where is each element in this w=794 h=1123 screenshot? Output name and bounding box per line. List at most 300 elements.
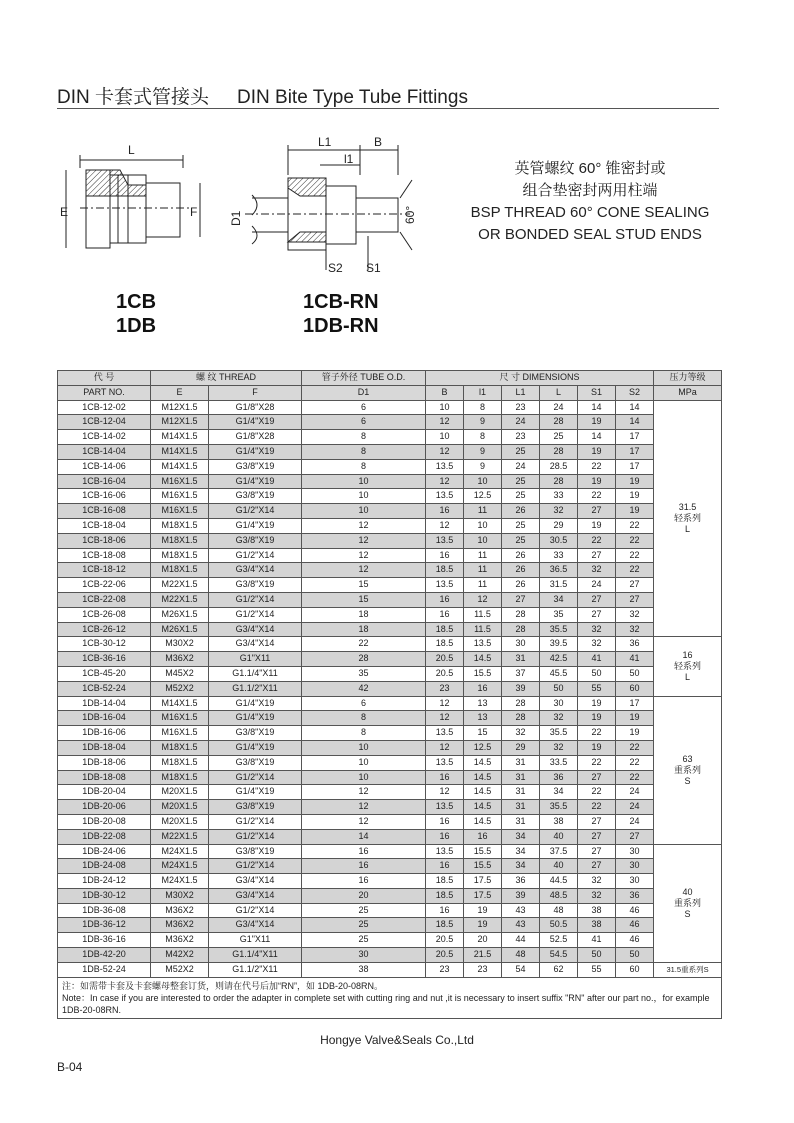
table-cell: 19 <box>578 444 616 459</box>
table-cell: 39.5 <box>540 637 578 652</box>
desc-line-2: 组合垫密封两用柱端 <box>522 182 658 199</box>
table-cell: 39 <box>502 888 540 903</box>
table-cell: 16 <box>426 859 464 874</box>
table-cell: M42X2 <box>151 948 209 963</box>
table-cell: 19 <box>616 504 654 519</box>
table-cell: 9 <box>464 459 502 474</box>
table-cell: G1/2"X14 <box>209 770 302 785</box>
table-cell: 22 <box>578 726 616 741</box>
page-number: B-04 <box>57 1060 83 1074</box>
table-cell: 46 <box>616 903 654 918</box>
table-cell: 32 <box>540 740 578 755</box>
table-cell: 1DB-16-04 <box>58 711 151 726</box>
table-cell: 10 <box>426 430 464 445</box>
table-cell: 1CB-16-08 <box>58 504 151 519</box>
table-cell: 22 <box>616 770 654 785</box>
table-cell: 22 <box>616 533 654 548</box>
pressure-cell <box>654 962 722 977</box>
table-cell: 19 <box>578 415 616 430</box>
table-cell: 19 <box>578 740 616 755</box>
table-cell: 12 <box>464 592 502 607</box>
table-cell: 1CB-22-08 <box>58 592 151 607</box>
table-cell: 28 <box>502 696 540 711</box>
table-cell: 22 <box>578 785 616 800</box>
table-row <box>58 948 722 963</box>
table-cell: 29 <box>502 740 540 755</box>
table-row <box>58 918 722 933</box>
col-pressure: 压力等级 <box>654 371 722 386</box>
table-cell: G1/2"X14 <box>209 592 302 607</box>
table-cell: 1DB-18-06 <box>58 755 151 770</box>
table-cell: 14.5 <box>464 814 502 829</box>
table-row <box>58 844 722 859</box>
table-cell: 22 <box>578 459 616 474</box>
table-cell: 41 <box>578 933 616 948</box>
table-cell: 1CB-14-04 <box>58 444 151 459</box>
table-cell: 19 <box>616 711 654 726</box>
table-cell: 1DB-30-12 <box>58 888 151 903</box>
table-cell: 44 <box>502 933 540 948</box>
table-cell: 25 <box>302 918 426 933</box>
note-cn: 注：如需带卡套及卡套螺母整套订货，则请在代号后加“RN”，如 1DB-20-08RN。 <box>62 980 384 991</box>
table-cell: 38 <box>540 814 578 829</box>
table-cell: G3/8"X19 <box>209 489 302 504</box>
table-cell: 25 <box>302 903 426 918</box>
table-cell: 14.5 <box>464 755 502 770</box>
table-cell: 14 <box>302 829 426 844</box>
table-cell: 8 <box>302 444 426 459</box>
table-cell: 32 <box>578 637 616 652</box>
table-row <box>58 681 722 696</box>
table-cell: 14 <box>616 400 654 415</box>
table-cell: 30 <box>616 844 654 859</box>
table-cell: 36 <box>502 874 540 889</box>
label-f: F <box>190 205 198 219</box>
table-cell: 10 <box>464 474 502 489</box>
table-cell: G1/2"X14 <box>209 548 302 563</box>
table-row <box>58 859 722 874</box>
table-cell: 11 <box>464 563 502 578</box>
table-cell: 16 <box>426 592 464 607</box>
table-cell: G1/4"X19 <box>209 518 302 533</box>
table-cell: 20.5 <box>426 652 464 667</box>
model-1db: 1DB <box>116 315 157 337</box>
table-cell: 14 <box>578 430 616 445</box>
table-cell: 1CB-12-04 <box>58 415 151 430</box>
model-left <box>116 290 156 338</box>
table-cell: 20.5 <box>426 933 464 948</box>
table-cell: 32 <box>502 726 540 741</box>
table-cell: 42.5 <box>540 652 578 667</box>
table-cell: M14X1.5 <box>151 444 209 459</box>
table-cell: 1CB-14-06 <box>58 459 151 474</box>
table-cell: 19 <box>616 489 654 504</box>
table-cell: 1DB-24-08 <box>58 859 151 874</box>
table-cell: 34 <box>502 829 540 844</box>
table-row <box>58 711 722 726</box>
table-cell: 16 <box>426 829 464 844</box>
table-cell: 11 <box>464 504 502 519</box>
pressure-line: L <box>685 523 691 534</box>
table-cell: 45.5 <box>540 666 578 681</box>
table-cell: 25 <box>502 533 540 548</box>
table-cell: 14 <box>578 400 616 415</box>
table-cell: 35 <box>540 607 578 622</box>
table-cell: 1DB-36-16 <box>58 933 151 948</box>
table-cell: G1/4"X19 <box>209 740 302 755</box>
table-cell: 16 <box>464 829 502 844</box>
table-cell: 23 <box>464 962 502 977</box>
table-cell: 22 <box>302 637 426 652</box>
table-cell: G3/4"X14 <box>209 563 302 578</box>
table-cell: 32 <box>540 711 578 726</box>
table-cell: 12 <box>302 785 426 800</box>
label-s1: S1 <box>366 261 381 275</box>
table-cell: M18X1.5 <box>151 740 209 755</box>
table-cell: M20X1.5 <box>151 814 209 829</box>
table-cell: 23 <box>426 962 464 977</box>
pressure-line: 16 <box>682 649 693 660</box>
table-row <box>58 563 722 578</box>
col-code: 代 号 <box>58 371 151 386</box>
table-cell: 25 <box>540 430 578 445</box>
table-cell: 34 <box>540 785 578 800</box>
title-cn: DIN 卡套式管接头 <box>57 87 210 108</box>
table-cell: 31.5 <box>540 578 578 593</box>
table-cell: 13.5 <box>426 755 464 770</box>
col-s2: S2 <box>616 385 654 400</box>
table-cell: 16 <box>426 770 464 785</box>
table-cell: M22X1.5 <box>151 829 209 844</box>
table-cell: M16X1.5 <box>151 726 209 741</box>
table-cell: 27 <box>578 829 616 844</box>
table-cell: 17 <box>616 444 654 459</box>
table-cell: 11 <box>464 578 502 593</box>
table-row <box>58 548 722 563</box>
table-cell: 6 <box>302 696 426 711</box>
table-cell: 27 <box>616 592 654 607</box>
desc-line-1: 英管螺纹 60° 锥密封或 <box>514 160 666 177</box>
table-cell: 19 <box>578 696 616 711</box>
table-cell: 43 <box>502 918 540 933</box>
table-cell: 40 <box>540 859 578 874</box>
table-cell: 60 <box>616 962 654 977</box>
table-cell: 16 <box>302 844 426 859</box>
pressure-line: 40 <box>682 886 693 897</box>
table-cell: 22 <box>616 518 654 533</box>
table-cell: 16 <box>426 814 464 829</box>
table-header-row-2 <box>58 385 722 400</box>
pressure-line: 31.5重系列S <box>666 965 709 975</box>
table-cell: 1CB-18-04 <box>58 518 151 533</box>
table-cell: M52X2 <box>151 962 209 977</box>
table-cell: G1/4"X19 <box>209 696 302 711</box>
table-cell: 19 <box>578 474 616 489</box>
table-cell: 14.5 <box>464 800 502 815</box>
table-cell: 8 <box>302 711 426 726</box>
table-cell: 1DB-24-12 <box>58 874 151 889</box>
table-row <box>58 888 722 903</box>
table-cell: 33 <box>540 548 578 563</box>
table-cell: G3/4"X14 <box>209 622 302 637</box>
table-cell: 19 <box>578 518 616 533</box>
col-part: PART NO. <box>58 385 151 400</box>
table-cell: M18X1.5 <box>151 563 209 578</box>
table-cell: 18.5 <box>426 563 464 578</box>
table-cell: M36X2 <box>151 903 209 918</box>
table-cell: 1DB-20-04 <box>58 785 151 800</box>
table-cell: M20X1.5 <box>151 785 209 800</box>
table-cell: G3/8"X19 <box>209 578 302 593</box>
table-cell: 44.5 <box>540 874 578 889</box>
table-cell: 21.5 <box>464 948 502 963</box>
table-cell: 31 <box>502 814 540 829</box>
table-cell: 1CB-52-24 <box>58 681 151 696</box>
table-cell: M16X1.5 <box>151 474 209 489</box>
table-cell: 22 <box>578 755 616 770</box>
table-cell: 12 <box>302 533 426 548</box>
table-cell: 26 <box>502 578 540 593</box>
table-cell: G1/8"X28 <box>209 430 302 445</box>
col-dims: 尺 寸 DIMENSIONS <box>426 371 654 386</box>
table-cell: 1CB-36-16 <box>58 652 151 667</box>
col-mpa: MPa <box>654 385 722 400</box>
table-cell: 32 <box>616 622 654 637</box>
table-cell: G1/2"X14 <box>209 903 302 918</box>
table-cell: M14X1.5 <box>151 430 209 445</box>
table-cell: 38 <box>578 903 616 918</box>
table-cell: 15 <box>302 592 426 607</box>
model-1cb-rn: 1CB-RN <box>303 291 379 313</box>
table-cell: 18.5 <box>426 918 464 933</box>
table-cell: 18.5 <box>426 888 464 903</box>
table-cell: 26 <box>502 563 540 578</box>
table-cell: 23 <box>426 681 464 696</box>
desc-line-4: OR BONDED SEAL STUD ENDS <box>478 226 702 243</box>
table-cell: 24 <box>502 415 540 430</box>
col-b: B <box>426 385 464 400</box>
table-cell: 1DB-42-20 <box>58 948 151 963</box>
table-cell: 28.5 <box>540 459 578 474</box>
table-cell: M45X2 <box>151 666 209 681</box>
table-cell: 32 <box>578 563 616 578</box>
table-cell: 27 <box>578 504 616 519</box>
table-cell: 30 <box>540 696 578 711</box>
table-row <box>58 489 722 504</box>
table-cell: 40 <box>540 829 578 844</box>
table-cell: M14X1.5 <box>151 696 209 711</box>
table-header-row-1 <box>58 371 722 386</box>
table-cell: 12 <box>426 474 464 489</box>
table-cell: 36 <box>616 637 654 652</box>
table-cell: M18X1.5 <box>151 755 209 770</box>
table-cell: 16 <box>426 548 464 563</box>
pressure-cell <box>654 637 722 696</box>
table-row <box>58 637 722 652</box>
pressure-line: L <box>685 671 691 682</box>
title-en: DIN Bite Type Tube Fittings <box>237 87 468 108</box>
table-cell: 24 <box>616 814 654 829</box>
table-row <box>58 740 722 755</box>
table-row <box>58 755 722 770</box>
table-cell: 13.5 <box>426 533 464 548</box>
table-cell: 46 <box>616 918 654 933</box>
table-cell: 27 <box>578 607 616 622</box>
table-cell: 50 <box>578 666 616 681</box>
table-cell: 20 <box>302 888 426 903</box>
pressure-cell <box>654 696 722 844</box>
table-cell: 1DB-22-08 <box>58 829 151 844</box>
table-cell: G3/4"X14 <box>209 637 302 652</box>
pressure-cell <box>654 844 722 962</box>
table-cell: M36X2 <box>151 652 209 667</box>
table-cell: 11.5 <box>464 622 502 637</box>
table-row <box>58 592 722 607</box>
table-cell: 22 <box>616 755 654 770</box>
table-cell: 16 <box>302 874 426 889</box>
table-cell: 48.5 <box>540 888 578 903</box>
table-cell: G3/8"X19 <box>209 755 302 770</box>
table-cell: 16 <box>302 859 426 874</box>
table-cell: 24 <box>616 785 654 800</box>
table-cell: 48 <box>540 903 578 918</box>
table-cell: 38 <box>302 962 426 977</box>
table-row <box>58 622 722 637</box>
table-cell: G1/4"X19 <box>209 711 302 726</box>
table-cell: M26X1.5 <box>151 622 209 637</box>
table-cell: 13.5 <box>426 489 464 504</box>
table-cell: G3/8"X19 <box>209 533 302 548</box>
desc-line-3: BSP THREAD 60° CONE SEALING <box>470 204 710 221</box>
table-cell: G1.1/4"X11 <box>209 666 302 681</box>
col-d1: D1 <box>302 385 426 400</box>
table-cell: 52.5 <box>540 933 578 948</box>
table-row <box>58 903 722 918</box>
table-cell: G1"X11 <box>209 652 302 667</box>
table-cell: 17.5 <box>464 888 502 903</box>
table-cell: 37.5 <box>540 844 578 859</box>
table-cell: 12 <box>426 740 464 755</box>
table-cell: 13.5 <box>426 726 464 741</box>
table-cell: 42 <box>302 681 426 696</box>
table-cell: 1DB-14-04 <box>58 696 151 711</box>
pressure-line: S <box>684 908 691 919</box>
table-cell: 22 <box>616 740 654 755</box>
table-cell: 14.5 <box>464 652 502 667</box>
table-cell: 34 <box>540 592 578 607</box>
table-row <box>58 415 722 430</box>
table-row <box>58 726 722 741</box>
table-row <box>58 696 722 711</box>
table-cell: 1CB-22-06 <box>58 578 151 593</box>
table-cell: 25 <box>302 933 426 948</box>
table-cell: M18X1.5 <box>151 533 209 548</box>
table-cell: 8 <box>464 430 502 445</box>
table-cell: 55 <box>578 681 616 696</box>
table-cell: G1/2"X14 <box>209 859 302 874</box>
table-cell: M30X2 <box>151 888 209 903</box>
label-e: E <box>60 205 69 219</box>
note-cell <box>58 977 722 1018</box>
table-cell: 15 <box>464 726 502 741</box>
table-cell: M36X2 <box>151 933 209 948</box>
table-cell: 32 <box>578 622 616 637</box>
table-cell: 25 <box>502 518 540 533</box>
table-cell: 34 <box>502 844 540 859</box>
table-cell: 8 <box>302 726 426 741</box>
table-cell: 1CB-45-20 <box>58 666 151 681</box>
table-cell: G3/8"X19 <box>209 459 302 474</box>
table-cell: G3/4"X14 <box>209 888 302 903</box>
table-cell: 13.5 <box>426 578 464 593</box>
drawing-1cb-rn <box>245 145 412 270</box>
table-cell: 14 <box>616 415 654 430</box>
table-cell: 32 <box>578 888 616 903</box>
table-cell: 41 <box>578 652 616 667</box>
footer-company: Hongye Valve&Seals Co.,Ltd <box>320 1033 474 1047</box>
table-cell: 18.5 <box>426 637 464 652</box>
table-cell: 1CB-18-12 <box>58 563 151 578</box>
table-cell: 31 <box>502 800 540 815</box>
table-cell: 1CB-26-08 <box>58 607 151 622</box>
table-cell: 11.5 <box>464 607 502 622</box>
table-cell: 25 <box>502 489 540 504</box>
pressure-line: 重系列 <box>674 897 702 908</box>
label-d1: D1 <box>229 210 243 226</box>
label-l1-small: l1 <box>344 152 354 166</box>
table-cell: M16X1.5 <box>151 489 209 504</box>
table-cell: 38 <box>578 918 616 933</box>
table-cell: 1DB-20-06 <box>58 800 151 815</box>
col-f: F <box>209 385 302 400</box>
table-cell: 15.5 <box>464 844 502 859</box>
table-row <box>58 430 722 445</box>
table-cell: 30 <box>502 637 540 652</box>
table-cell: 16 <box>426 504 464 519</box>
table-row <box>58 518 722 533</box>
table-cell: G1/2"X14 <box>209 607 302 622</box>
table-cell: 8 <box>464 400 502 415</box>
table-cell: 22 <box>578 489 616 504</box>
model-1db-rn: 1DB-RN <box>303 315 379 337</box>
table-cell: 10 <box>464 518 502 533</box>
table-cell: 54.5 <box>540 948 578 963</box>
table-cell: 13.5 <box>426 800 464 815</box>
table-cell: 33.5 <box>540 755 578 770</box>
table-cell: 19 <box>616 726 654 741</box>
table-cell: 1DB-52-24 <box>58 962 151 977</box>
table-cell: G1.1/2"X11 <box>209 681 302 696</box>
table-cell: 12 <box>302 814 426 829</box>
table-cell: M22X1.5 <box>151 578 209 593</box>
table-cell: M16X1.5 <box>151 504 209 519</box>
table-cell: 24 <box>616 800 654 815</box>
table-cell: 12 <box>302 800 426 815</box>
table-cell: G1.1/4"X11 <box>209 948 302 963</box>
table-row <box>58 652 722 667</box>
table-cell: 22 <box>616 563 654 578</box>
table-cell: 31 <box>502 755 540 770</box>
table-cell: 1CB-18-06 <box>58 533 151 548</box>
table-cell: 9 <box>464 444 502 459</box>
table-cell: 24 <box>540 400 578 415</box>
table-cell: 1DB-20-08 <box>58 814 151 829</box>
table-cell: 6 <box>302 415 426 430</box>
table-cell: 36 <box>616 888 654 903</box>
table-cell: 19 <box>578 711 616 726</box>
table-cell: 27 <box>502 592 540 607</box>
table-cell: 22 <box>578 533 616 548</box>
